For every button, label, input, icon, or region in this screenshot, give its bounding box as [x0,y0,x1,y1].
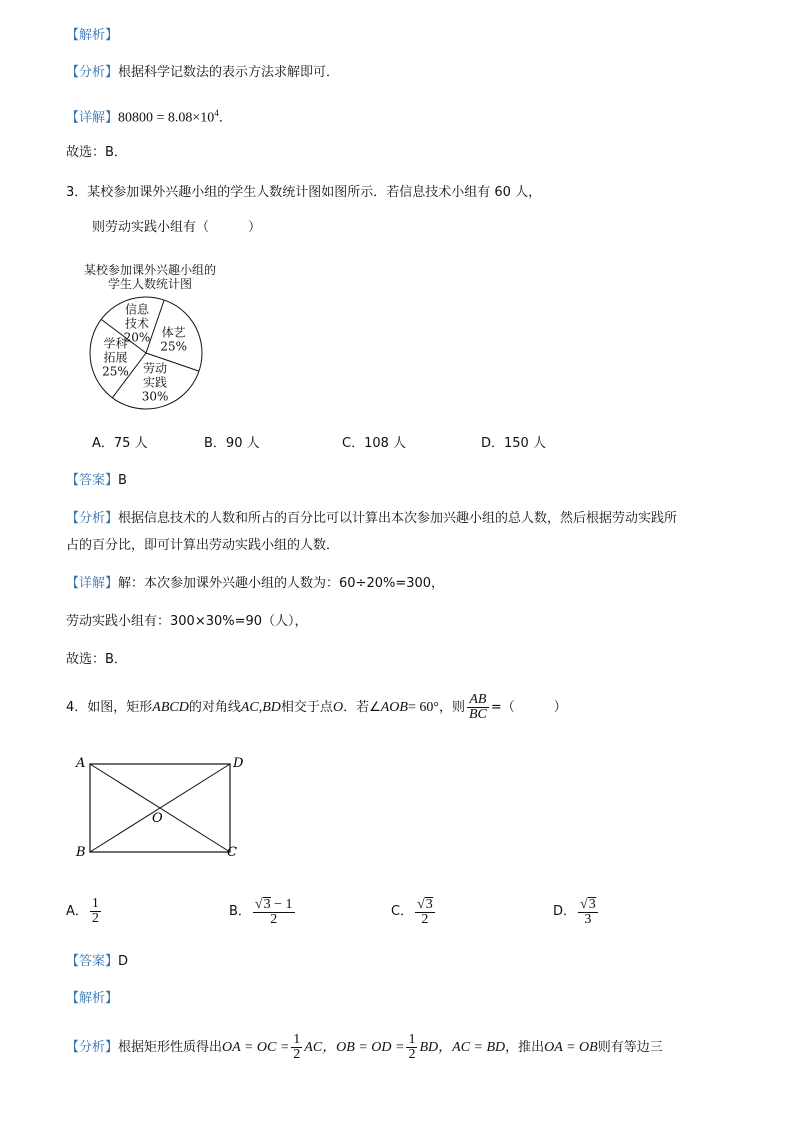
q2-guxuan: 故选：B． [66,145,127,160]
pie-slice-label: 拓展 [103,350,128,365]
q4-option-c-den: 2 [421,911,429,927]
q4-frac-den: BC [468,707,487,722]
q3-stem-line2: 则劳动实践小组有（ ） [92,220,262,235]
q4-fenxi-half-1 [291,1033,302,1062]
q4-option-d-sqrt: 3 [588,896,596,912]
rectangle-figure [70,752,250,862]
q3-option-c: C．108 人 [342,436,407,451]
q4-option-b-sqrt: 3 [263,896,271,912]
q4-option-d [553,894,600,930]
q4-option-c [391,894,437,930]
pie-slice-label: 25% [160,339,187,354]
q3-guxuan: 故选：B． [66,652,127,667]
q2-fenxi-text: 根据科学记数法的表示方法求解即可． [118,65,340,80]
q4-frac-num: AB [467,693,489,708]
q4-fenxi-half-2-num: 1 [408,1032,416,1047]
q4-fenxi-ac: AC [304,1040,323,1055]
pie-slice-label: 20% [123,330,151,345]
q4-answer [66,953,128,971]
q4-option-b-frac [253,897,295,927]
xiangjie-tag: 【详解】 [66,576,119,591]
fenxi-tag: 【分析】 [66,1040,119,1055]
q4-fenxi-m4: OA = OB [544,1040,598,1055]
q4-stem [66,690,567,726]
q4-fenxi [66,1030,663,1066]
daan-tag: 【答案】 [66,473,119,488]
q4-option-b [229,894,297,930]
q4-option-c-frac [415,897,435,927]
chart-subtitle: 学生人数统计图 [107,277,193,291]
jiexi-tag: 【解析】 [66,28,119,43]
q4-stem-mid4: ，则 [438,700,465,715]
q2-xiangjie-exp: 4 [214,108,219,118]
q4-fenxi-pre: 根据矩形性质得出 [118,1040,223,1055]
q4-option-b-label: B． [229,904,251,919]
q4-fenxi-half-1-num: 1 [293,1032,301,1047]
q4-fenxi-half-2-den: 2 [408,1047,416,1062]
q4-option-a-label: A． [66,904,88,919]
q3-option-a: A．75 人 [92,436,148,451]
label-c: C [227,845,237,860]
q4-fenxi-m2: ，OB = OD = [322,1040,405,1055]
q4-fenxi-half-2 [406,1033,417,1062]
q4-option-b-num: √3 − 1 [254,896,293,912]
pie-slice-label: 30% [141,389,169,404]
q4-option-d-num: √3 [580,896,596,912]
q4-eq60: = 60° [407,700,439,715]
pie-slice-label: 25% [102,364,129,379]
q3-xiangjie [66,575,444,593]
pie-slice-label: 实践 [143,375,168,390]
fenxi-tag: 【分析】 [66,65,119,80]
q3-answer-value: B [118,473,127,488]
pie-slice-label: 体艺 [161,325,186,340]
q4-stem-mid: 的对角线 [188,700,241,715]
q4-stem-mid3: ．若∠ [343,700,381,715]
q4-option-a-num: 1 [91,896,99,911]
label-a: A [76,756,86,771]
q2-xiangjie-eq: 80800 = 8.08×10 [118,110,215,126]
q4-fenxi-m3: ，AC = BD [438,1040,506,1055]
q4-fenxi-end: 则有等边三 [597,1040,663,1055]
q3-fenxi-1: 根据信息技术的人数和所占的百分比可以计算出本次参加兴趣小组的总人数，然后根据劳动实践所 [118,511,678,526]
daan-tag: 【答案】 [66,954,119,969]
q4-aob: AOB [380,700,408,715]
q4-stem-mid2: 相交于点 [280,700,333,715]
q4-fenxi-mid: ，推出 [505,1040,545,1055]
q4-abcd: ABCD [152,700,189,715]
label-b: B [76,845,86,860]
q4-option-a [66,894,103,930]
q4-option-d-label: D． [553,904,577,919]
q4-o: O [332,700,344,715]
q4-ab-bc-fraction [467,693,489,722]
q4-option-d-den: 3 [584,911,592,927]
q4-option-d-frac [578,897,598,927]
q3-option-b: B．90 人 [204,436,260,451]
q4-jiexi-tag: 【解析】 [66,991,119,1006]
q4-fenxi-m1: OA = OC = [222,1040,290,1055]
label-d: D [233,756,244,771]
q3-answer [66,472,127,490]
xiangjie-tag: 【详解】 [66,110,119,126]
q3-stem-line1: 3．某校参加课外兴趣小组的学生人数统计图如图所示．若信息技术小组有 60 人， [66,185,542,200]
fenxi-tag: 【分析】 [66,511,119,526]
pie-slice-label: 劳动 [143,361,168,376]
q3-fenxi [66,510,677,528]
pie-chart [66,258,226,418]
pie-slice-label: 学科 [103,336,128,351]
pie-slice-label: 信息 [124,302,149,317]
q4-option-a-den: 2 [91,911,99,926]
q4-stem-end: =（ ） [490,700,567,715]
q4-option-c-sqrt: 3 [425,896,433,912]
q3-xiangjie-text: 解：本次参加课外兴趣小组的人数为：60÷20%=300， [118,576,445,591]
q3-fenxi-line2: 占的百分比，即可计算出劳动实践小组的人数． [66,538,340,553]
q3-line2: 劳动实践小组有：300×30%=90（人）， [66,614,308,629]
chart-title: 某校参加课外兴趣小组的 [83,263,217,277]
q4-answer-value: D [118,954,129,969]
q4-option-c-label: C． [391,904,414,919]
q2-fenxi [66,64,339,82]
pie-slice-label: 技术 [124,316,149,331]
q4-option-a-frac [90,897,101,926]
q4-option-b-den: 2 [270,911,278,927]
q4-fenxi-bd: BD [419,1040,439,1055]
label-o: O [152,811,163,826]
q4-stem-pre: 4．如图，矩形 [66,700,153,715]
q4-option-b-rest: − 1 [274,896,293,912]
q4-option-c-num: √3 [417,896,433,912]
q4-fenxi-half-1-den: 2 [293,1047,301,1062]
q4-acbd: AC,BD [240,700,281,715]
q2-xiangjie-end: ． [218,110,232,126]
q2-xiangjie [66,104,232,127]
q3-option-d: D．150 人 [481,436,546,451]
